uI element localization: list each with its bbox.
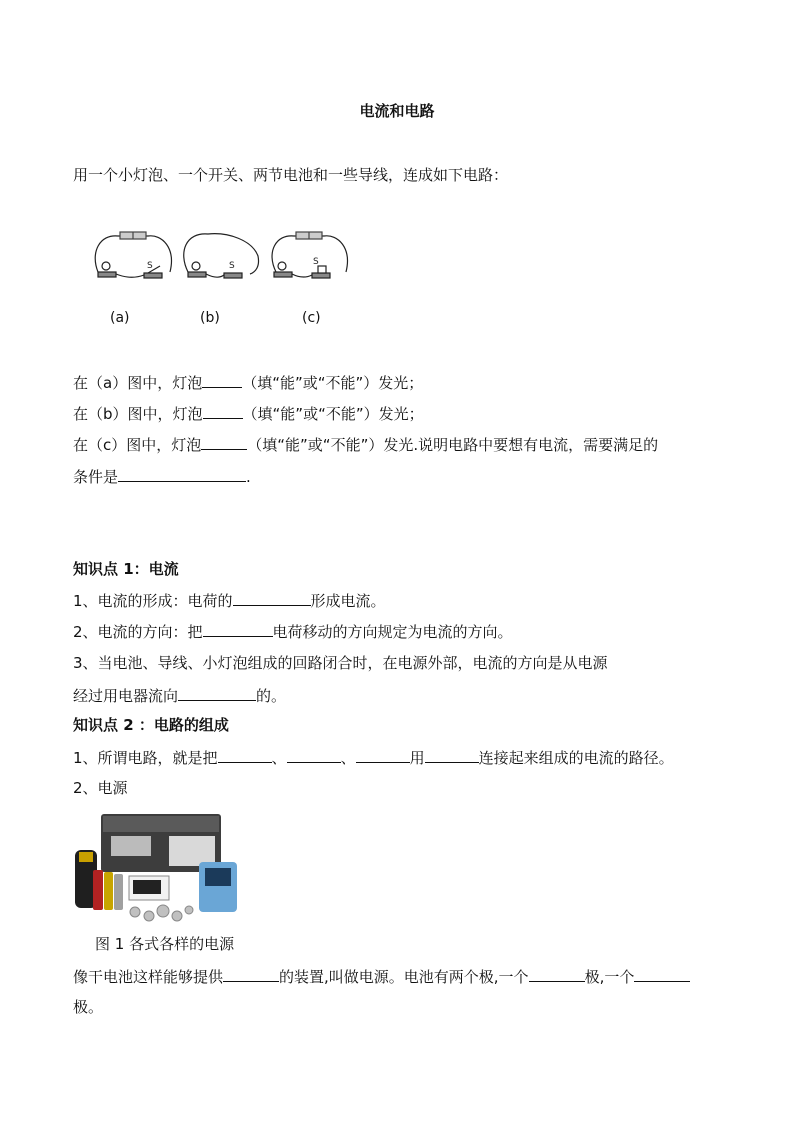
kp1-item-3-suffix: 的。 xyxy=(256,687,287,705)
aa-battery-3 xyxy=(114,874,123,910)
switch-label-a: S xyxy=(147,261,153,271)
power-source-text-end: 极。 xyxy=(73,998,104,1016)
answer-blank-power-3[interactable] xyxy=(634,965,690,982)
answer-blank-kp1-1[interactable] xyxy=(233,589,311,606)
kp1-item-1-prefix: 1、电流的形成：电荷的 xyxy=(73,592,233,610)
power-mid-1: 的装置,叫做电源。电池有两个极,一个 xyxy=(279,968,529,986)
question-a-prefix: 在（a）图中，灯泡 xyxy=(73,374,203,392)
answer-blank-power-1[interactable] xyxy=(223,965,279,982)
answer-blank-kp2-4[interactable] xyxy=(425,746,479,763)
answer-blank-kp2-3[interactable] xyxy=(356,746,410,763)
switch-label-b: S xyxy=(229,261,235,271)
power-sources-image xyxy=(73,812,241,926)
kp1-item-3-prefix: 经过用电器流向 xyxy=(73,687,179,705)
intro-text: 用一个小灯泡、一个开关、两节电池和一些导线，连成如下电路： xyxy=(73,166,509,184)
kp2-item-1 xyxy=(73,746,674,769)
question-b-prefix: 在（b）图中，灯泡 xyxy=(73,405,203,423)
figure-caption: 图 1 各式各样的电源 xyxy=(95,935,235,953)
power-mid-2: 极,一个 xyxy=(584,968,635,986)
answer-blank-kp1-2[interactable] xyxy=(203,620,273,637)
kp2-sep-1: 、 xyxy=(271,749,287,767)
kp2-mid: 用 xyxy=(409,749,425,767)
circuit-label-b: (b) xyxy=(200,310,220,326)
aa-battery-1 xyxy=(93,870,103,910)
button-cell-3 xyxy=(157,905,169,917)
circuit-c xyxy=(272,232,347,278)
button-cell-2 xyxy=(144,911,154,921)
question-a xyxy=(73,371,423,394)
section-heading-circuit: 知识点 2 ：电路的组成 xyxy=(73,716,229,734)
question-c xyxy=(73,433,658,456)
kp1-item-1-suffix: 形成电流。 xyxy=(310,592,386,610)
button-cell-4 xyxy=(172,911,182,921)
answer-blank-a[interactable] xyxy=(202,371,242,388)
section-heading-current: 知识点 1：电流 xyxy=(73,560,179,578)
answer-blank-c[interactable] xyxy=(201,433,247,450)
question-c-suffix: （填“能”或“不能”）发光.说明电路中要想有电流，需要满足的 xyxy=(247,436,659,454)
aa-battery-2 xyxy=(104,872,113,910)
circuit-a xyxy=(95,232,171,278)
kp1-item-2-suffix: 电荷移动的方向规定为电流的方向。 xyxy=(272,623,513,641)
kp1-item-3: 3、当电池、导线、小灯泡组成的回路闭合时，在电源外部，电流的方向是从电源 xyxy=(73,654,608,672)
kp1-item-2-prefix: 2、电流的方向：把 xyxy=(73,623,203,641)
power-prefix: 像干电池这样能够提供 xyxy=(73,968,224,986)
kp2-item-1-suffix: 连接起来组成的电流的路径。 xyxy=(478,749,674,767)
answer-blank-kp1-3[interactable] xyxy=(178,684,256,701)
page-title: 电流和电路 xyxy=(359,102,435,120)
condition-prefix: 条件是 xyxy=(73,468,119,486)
question-b xyxy=(73,402,424,425)
question-a-suffix: （填“能”或“不能”）发光； xyxy=(242,374,424,392)
circuit-diagrams xyxy=(90,222,360,292)
kp2-item-2: 2、电源 xyxy=(73,779,128,797)
kp1-item-3-cont xyxy=(73,684,286,707)
kp2-item-1-prefix: 1、所谓电路，就是把 xyxy=(73,749,218,767)
switch-label-c: S xyxy=(313,257,319,267)
kp2-sep-2: 、 xyxy=(340,749,356,767)
circuit-b xyxy=(184,234,259,278)
condition-suffix: . xyxy=(246,468,251,486)
question-c-prefix: 在（c）图中，灯泡 xyxy=(73,436,202,454)
question-c-condition xyxy=(73,465,251,488)
battery-sticker xyxy=(111,836,151,856)
answer-blank-b[interactable] xyxy=(203,402,243,419)
answer-blank-kp2-2[interactable] xyxy=(287,746,341,763)
button-cell-1 xyxy=(130,907,140,917)
power-source-text xyxy=(73,965,690,988)
answer-blank-condition[interactable] xyxy=(118,465,246,482)
answer-blank-kp2-1[interactable] xyxy=(218,746,272,763)
question-b-suffix: （填“能”或“不能”）发光； xyxy=(242,405,424,423)
battery-label xyxy=(169,836,215,866)
kp1-item-1 xyxy=(73,589,386,612)
answer-blank-power-2[interactable] xyxy=(529,965,585,982)
lead-acid-battery-top xyxy=(103,816,219,832)
button-cell-5 xyxy=(185,906,193,914)
circuit-label-c: (c) xyxy=(302,310,321,326)
kp1-item-2 xyxy=(73,620,513,643)
circuit-label-a: (a) xyxy=(110,310,130,326)
